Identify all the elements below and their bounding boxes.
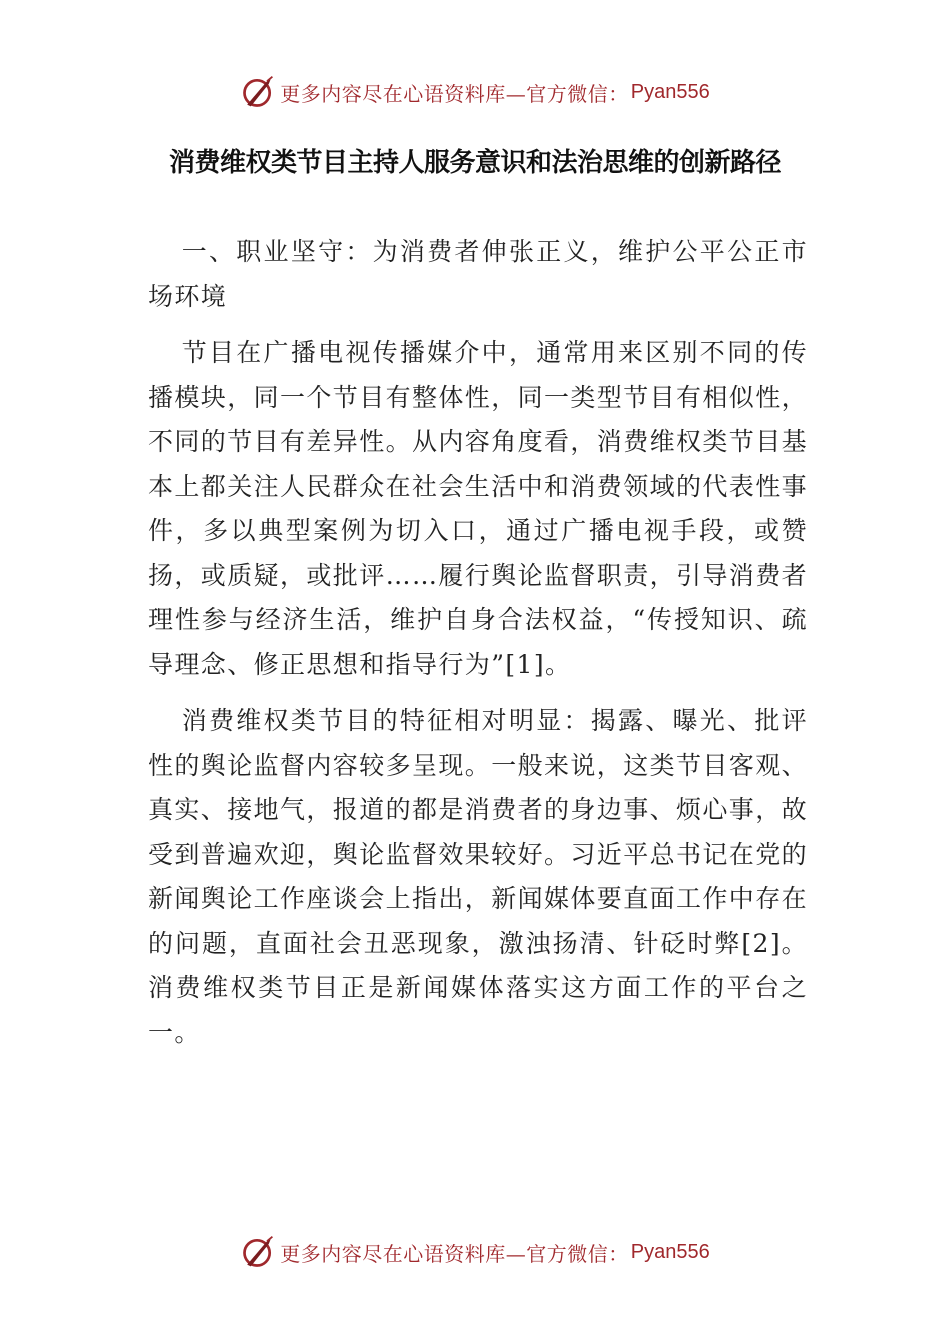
document-title: 消费维权类节目主持人服务意识和法治思维的创新路径 xyxy=(168,148,781,178)
header-banner xyxy=(0,70,950,114)
banner-text: 更多内容尽在心语资料库—官方微信： xyxy=(280,81,629,106)
banner-wechat-id: Pyan556 xyxy=(630,80,710,103)
footer-banner xyxy=(0,1230,950,1274)
banner-wechat-id: Pyan556 xyxy=(630,1240,710,1263)
fountain-pen-logo-icon xyxy=(240,74,276,110)
body-paragraph: 节目在广播电视传播媒介中，通常用来区别不同的传播模块，同一个节目有整体性，同一类型节目有相似性，不同的节目有差异性。从内容角度看，消费维权类节目基本上都关注人民群众在社会生活中和消费领域的代表性事件，多以典型案例为切入口，通过广播电视手段，或赞扬，或质疑，或批评……履行舆论监督职责，引导消费者理性参与经济生活，维护自身合法权益，“传授知识、疏导理念、修正思想和指导行为”[1]。 xyxy=(148,338,809,679)
document-body xyxy=(148,230,808,1067)
section-heading: 一、职业坚守：为消费者伸张正义，维护公平公正市场环境 xyxy=(148,237,808,311)
fountain-pen-logo-icon xyxy=(240,1234,276,1270)
banner-text: 更多内容尽在心语资料库—官方微信： xyxy=(280,1241,629,1266)
body-paragraph: 消费维权类节目的特征相对明显：揭露、曝光、批评性的舆论监督内容较多呈现。一般来说，这类节目客观、真实、接地气，报道的都是消费者的身边事、烦心事，故受到普遍欢迎，舆论监督效果较好。习近平总书记在党的新闻舆论工作座谈会上指出，新闻媒体要直面工作中存在的问题，直面社会丑恶现象，激浊扬清、针砭时弊[2]。消费维权类节目正是新闻媒体落实这方面工作的平台之一。 xyxy=(148,706,809,1047)
